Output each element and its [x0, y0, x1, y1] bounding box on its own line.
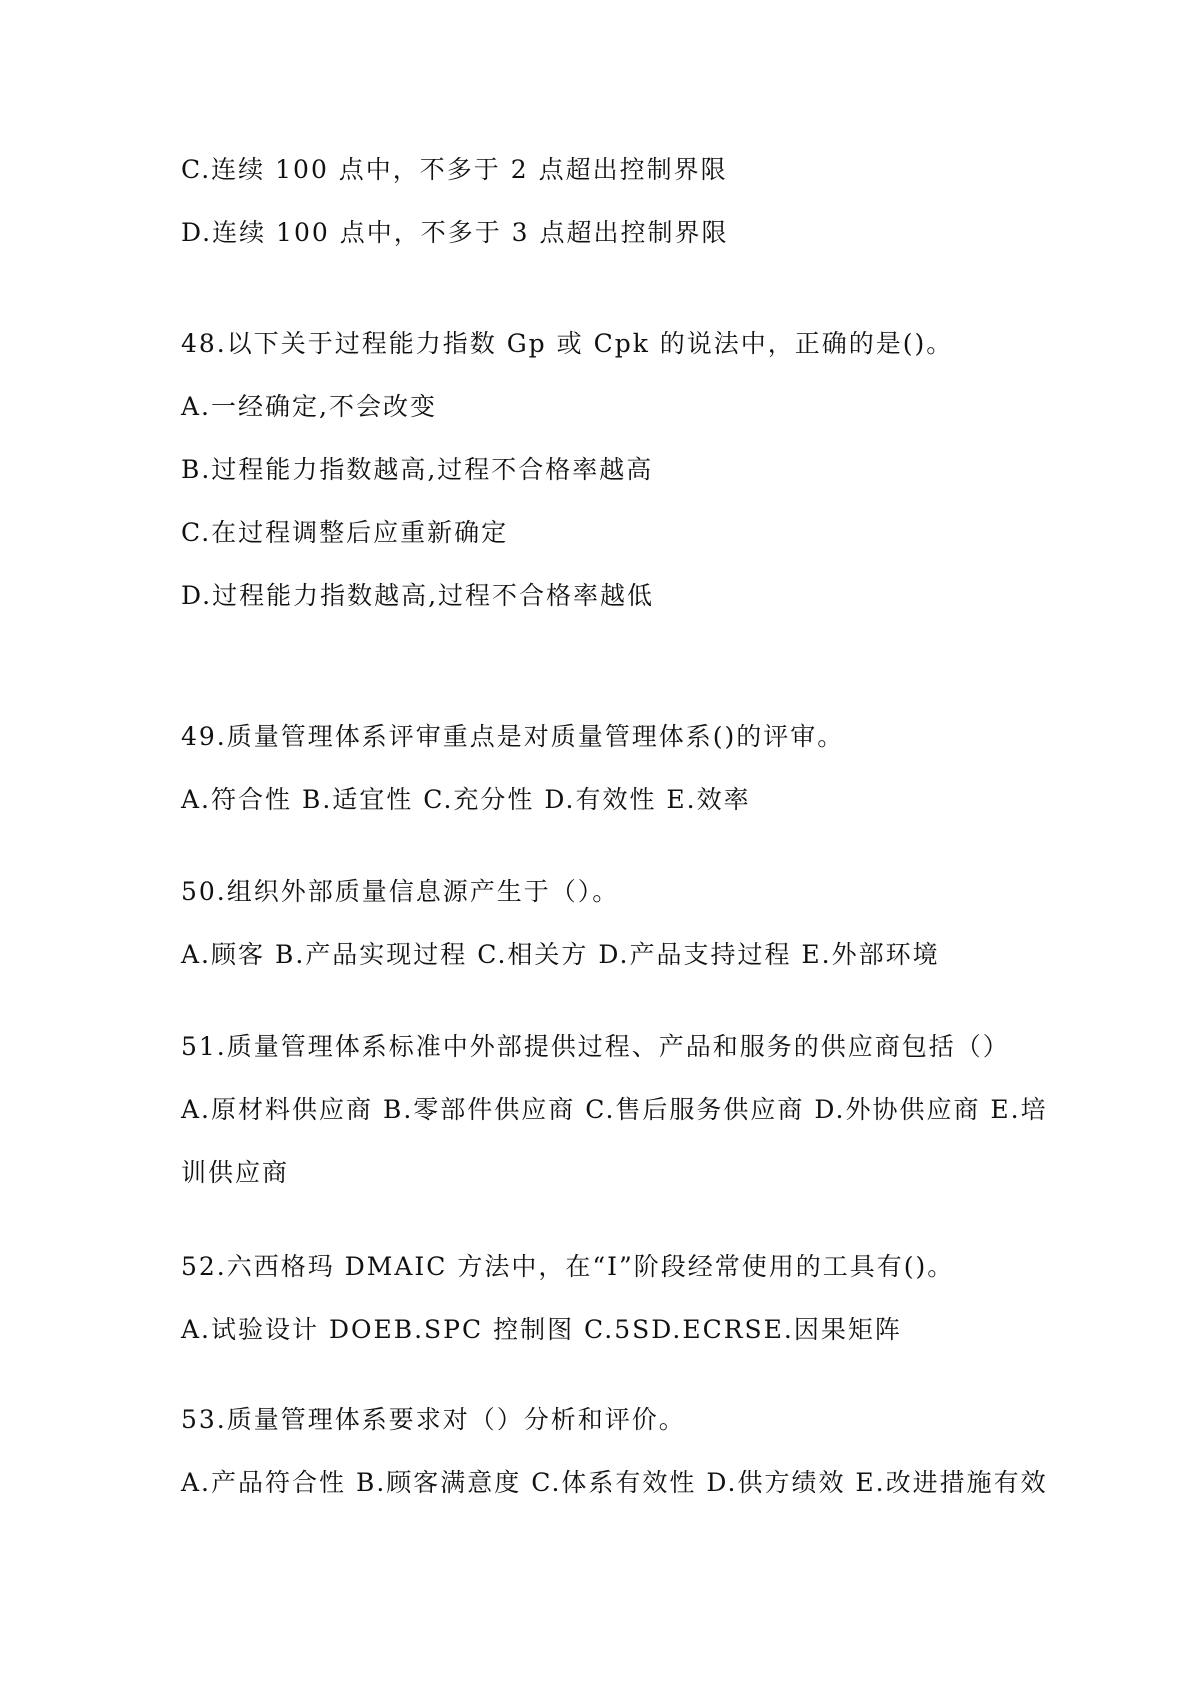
q53-options: A.产品符合性 B.顾客满意度 C.体系有效性 D.供方绩效 E.改进措施有效: [181, 1468, 1048, 1497]
q51-question: 51.质量管理体系标准中外部提供过程、产品和服务的供应商包括（）: [181, 1032, 1010, 1061]
q48-option-d: D.过程能力指数越高,过程不合格率越低: [181, 581, 655, 610]
q47-option-c: C.连续 100 点中，不多于 2 点超出控制界限: [181, 155, 728, 184]
q50-options: A.顾客 B.产品实现过程 C.相关方 D.产品支持过程 E.外部环境: [181, 940, 940, 969]
q48-option-c: C.在过程调整后应重新确定: [181, 518, 509, 547]
q53-question: 53.质量管理体系要求对（）分析和评价。: [181, 1405, 686, 1434]
q52-options: A.试验设计 DOEB.SPC 控制图 C.5SD.ECRSE.因果矩阵: [181, 1315, 902, 1344]
q48-option-a: A.一经确定,不会改变: [181, 392, 437, 421]
q48-option-b: B.过程能力指数越高,过程不合格率越高: [181, 455, 654, 484]
q48-question: 48.以下关于过程能力指数 Gp 或 Cpk 的说法中，正确的是()。: [181, 329, 954, 358]
q49-options: A.符合性 B.适宜性 C.充分性 D.有效性 E.效率: [181, 785, 751, 814]
q47-option-d: D.连续 100 点中，不多于 3 点超出控制界限: [181, 218, 729, 247]
q51-options-continued: 训供应商: [181, 1158, 290, 1187]
q50-question: 50.组织外部质量信息源产生于（）。: [181, 877, 620, 906]
q49-question: 49.质量管理体系评审重点是对质量管理体系()的评审。: [181, 722, 845, 751]
q51-options: A.原材料供应商 B.零部件供应商 C.售后服务供应商 D.外协供应商 E.培: [181, 1095, 1048, 1124]
q52-question: 52.六西格玛 DMAIC 方法中，在“I”阶段经常使用的工具有()。: [181, 1252, 955, 1281]
